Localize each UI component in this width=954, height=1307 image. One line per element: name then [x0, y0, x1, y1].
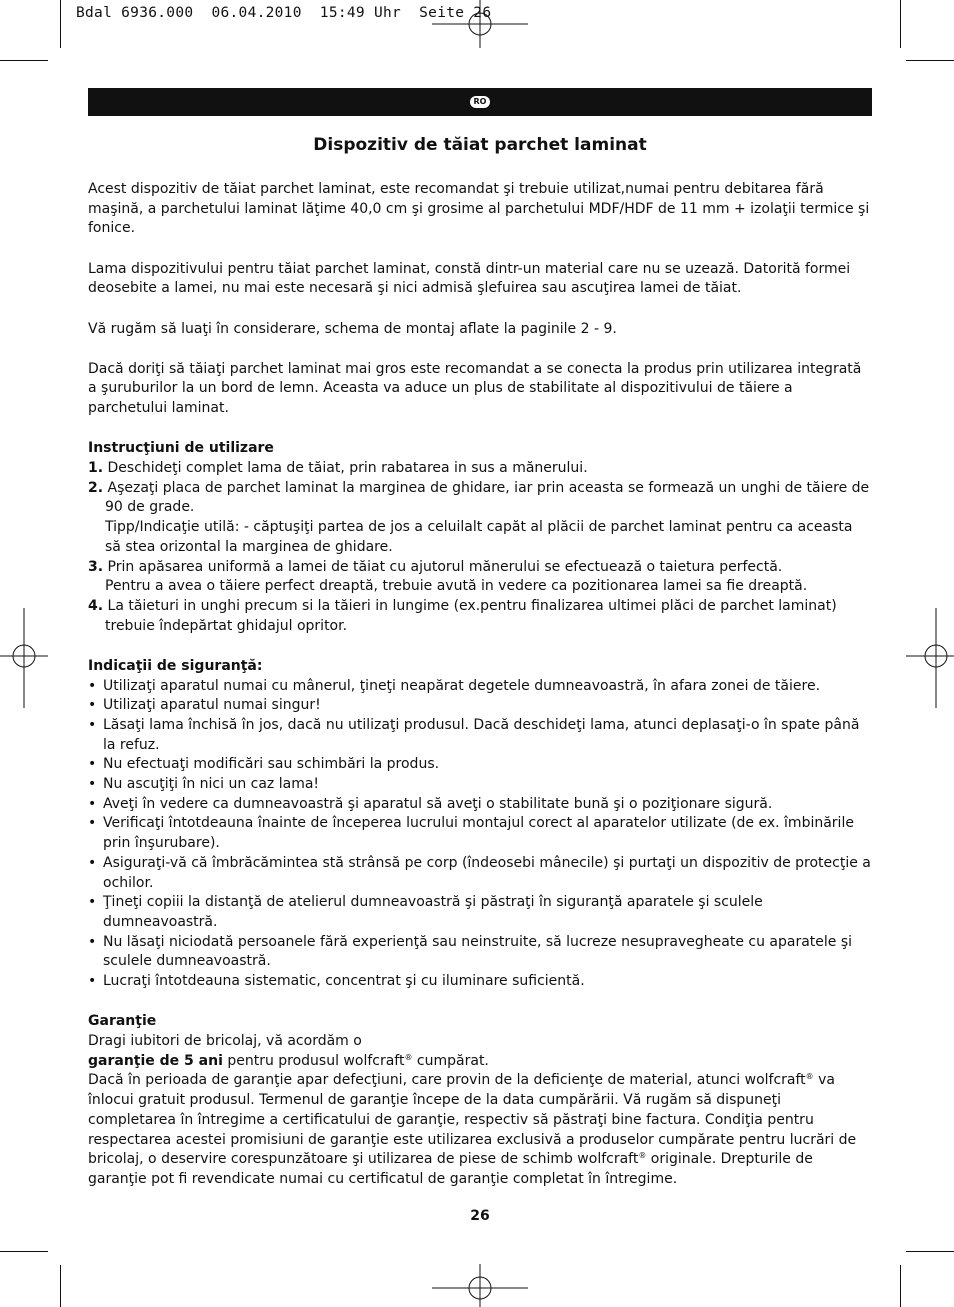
safety-item: • Verificaţi întotdeauna înainte de începerea lucrului montajul corect al aparatelor utilizate (de ex. îmbinările prin înşurubare). [88, 814, 872, 853]
warranty-text: va înlocui gratuit produsul. Termenul de garanţie începe de la data cumpărării. Vă rugăm să dispuneţi completarea în întregime a certificatului de garanţie, respectiv să păstraţi bine factura. Condiţia pentru respectarea acestei promisiuni de garanţie este utilizarea exclusivă a produselor cumpărate pentru lucrări de bricolaj, o deservire corespunzătoare şi utilizarea de piese de schimb wolfcraft [88, 1072, 857, 1168]
crop-mark [0, 60, 48, 61]
intro-paragraph: Vă rugăm să luaţi în considerare, schema de montaj aflate la paginile 2 - 9. [88, 320, 617, 337]
crop-mark [900, 0, 901, 48]
warranty-text: originale. Drepturile de garanţie pot fi revendicate numai cu certificatul de garanţie completat în întregime. [88, 1151, 813, 1187]
registered-mark: ® [805, 1072, 814, 1082]
safety-item: • Ţineţi copiii la distanţă de atelierul dumneavoastră şi păstraţi în siguranţă aparatele şi sculele dumneavoastră. [88, 893, 872, 932]
safety-item: • Utilizaţi aparatul numai singur! [88, 696, 872, 716]
registration-mark-right [904, 608, 954, 708]
instruction-step [88, 459, 872, 479]
step-text: Aşezaţi placa de parchet laminat la marginea de ghidare, iar prin aceasta se formează un unghi de tăiere de 90 de grade. [105, 479, 870, 516]
step-number: 3. [88, 558, 104, 575]
registered-mark: ® [404, 1052, 413, 1062]
page-number: 26 [470, 1208, 490, 1224]
intro-paragraph: Acest dispozitiv de tăiat parchet laminat, este recomandat şi trebuie utilizat,numai pentru debitarea fără maşină, a parchetului laminat lăţime 40,0 cm şi grosime al parchetului MDF/HDF de 11 mm + izolaţii termice şi fonice. [88, 181, 870, 237]
warranty-text: cumpărat. [412, 1052, 489, 1069]
document-body [88, 180, 872, 1190]
safety-item: • Nu lăsaţi niciodată persoanele fără experienţă sau neinstruite, să lucreze nesupravegheate cu aparatele şi sculele dumneavoastră. [88, 933, 872, 972]
registered-mark: ® [638, 1151, 647, 1161]
warranty-line [88, 1052, 872, 1072]
intro-paragraph: Dacă doriţi să tăiaţi parchet laminat mai gros este recomandat a se conecta la produs prin utilizarea integrată a şuruburilor la un bord de lemn. Aceasta va aduce un plus de stabilitate al dispozitivului de tăiere a parchetului laminat. [88, 360, 862, 417]
safety-item: • Asiguraţi-vă că îmbrăcămintea stă strânsă pe corp (îndeosebi mânecile) şi purtaţi un dispozitiv de protecţie a ochilor. [88, 854, 872, 893]
step-text: La tăieturi in unghi precum si la tăieri in lungime (ex.pentru finalizarea ultimei plăci de parchet laminat) trebuie îndepărtat ghidajul opritor. [105, 597, 837, 634]
instruction-step [88, 479, 872, 558]
crop-mark [60, 1265, 61, 1307]
warranty-text: Dacă în perioada de garanţie apar defecţiuni, care provin de la deficienţe de material, atunci wolfcraft [88, 1072, 806, 1089]
language-header-bar [88, 88, 872, 116]
registration-mark-left [0, 608, 50, 708]
instruction-step [88, 597, 872, 636]
crop-mark [900, 1265, 901, 1307]
warranty-paragraph [88, 1071, 872, 1189]
instructions-list [88, 459, 872, 636]
safety-item: • Nu efectuaţi modificări sau schimbări la produs. [88, 755, 872, 775]
safety-item: • Utilizaţi aparatul numai cu mânerul, ţineţi neapărat degetele dumneavoastră, în afara zonei de tăiere. [88, 677, 872, 697]
step-text: Deschideţi complet lama de tăiat, prin rabatarea in sus a mănerului. [107, 460, 588, 477]
warranty-line: Dragi iubitori de bricolaj, vă acordăm o [88, 1033, 362, 1050]
instructions-heading: Instrucţiuni de utilizare [88, 440, 274, 457]
safety-item: • Lăsaţi lama închisă în jos, dacă nu utilizaţi produsul. Dacă deschideţi lama, atunci deplasaţi-o în spate până la refuz. [88, 716, 872, 755]
page-title: Dispozitiv de tăiat parchet laminat [313, 135, 647, 155]
step-tip: Pentru a avea o tăiere perfect dreaptă, trebuie avută in vedere ca pozitionarea lamei sa fie dreaptă. [105, 578, 808, 595]
crop-mark [60, 0, 61, 48]
language-badge: RO [470, 96, 491, 108]
safety-item: • Nu ascuţiţi în nici un caz lama! [88, 775, 872, 795]
safety-heading: Indicaţii de siguranţă: [88, 657, 263, 674]
safety-item: • Lucraţi întotdeauna sistematic, concentrat şi cu iluminare suficientă. [88, 972, 872, 992]
crop-mark [906, 1251, 954, 1252]
crop-mark [906, 60, 954, 61]
registration-mark-top [430, 0, 530, 50]
warranty-heading: Garanţie [88, 1013, 157, 1030]
warranty-text: pentru produsul wolfcraft [222, 1052, 405, 1069]
step-number: 1. [88, 460, 104, 477]
print-slug: Bdal 6936.000 06.04.2010 15:49 Uhr Seite 26 [76, 5, 492, 21]
step-number: 4. [88, 597, 104, 614]
instruction-step [88, 558, 872, 597]
safety-item: • Aveţi în vedere ca dumneavoastră şi aparatul să aveţi o stabilitate bună şi o poziţionare sigură. [88, 795, 872, 815]
step-text: Prin apăsarea uniformă a lamei de tăiat cu ajutorul mănerului se efectuează o taietura perfectă. [107, 558, 783, 575]
intro-paragraph: Lama dispozitivului pentru tăiat parchet laminat, constă dintr-un material care nu se uzează. Datorită formei deosebite a lamei, nu mai este necesară şi nici admisă şlefuirea sau ascuţirea lamei de tăiat. [88, 260, 851, 297]
safety-list [88, 677, 872, 992]
crop-mark [0, 1251, 48, 1252]
warranty-term: garanţie de 5 ani [88, 1052, 223, 1069]
step-number: 2. [88, 479, 104, 496]
step-tip: Tipp/Indicaţie utilă: - căptuşiţi partea de jos a celuilalt capăt al plăcii de parchet laminat pentru ca aceasta să stea orizontal la marginea de ghidare. [105, 519, 853, 555]
registration-mark-bottom [430, 1262, 530, 1307]
